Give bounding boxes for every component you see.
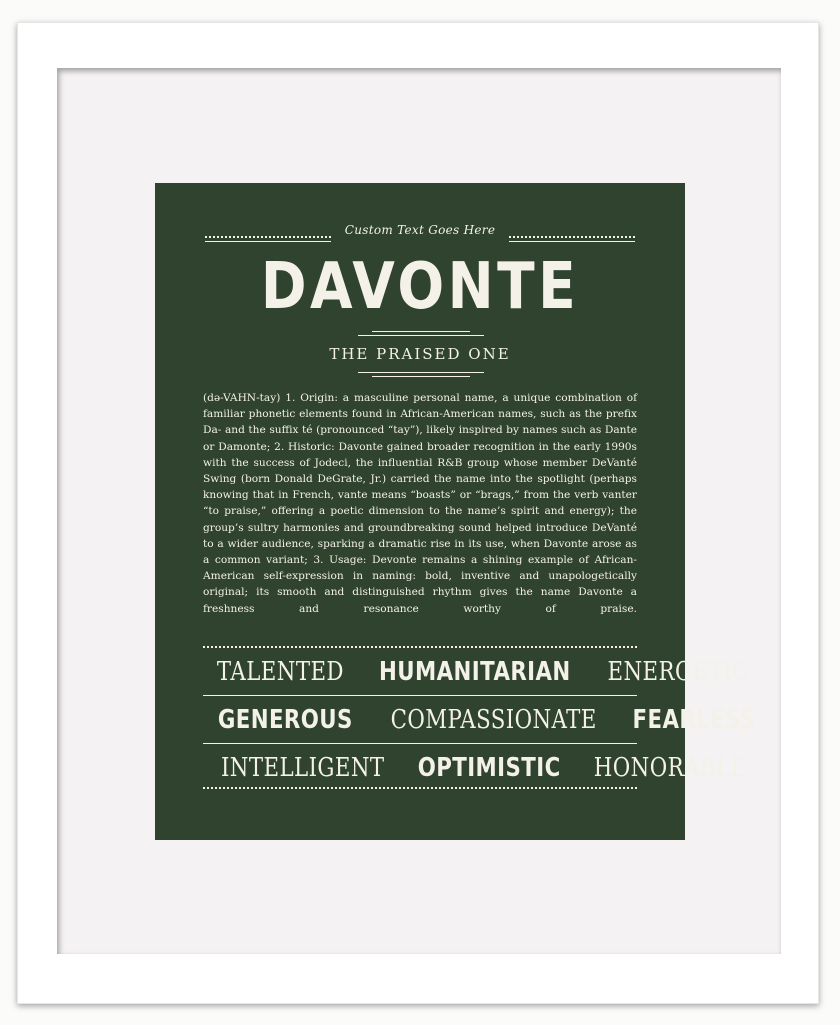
- trait-word: TALENTED: [216, 657, 344, 687]
- dotted-rule-traits-top: [203, 646, 637, 648]
- mat-board: [57, 68, 781, 954]
- trait-word: GENEROUS: [217, 705, 353, 735]
- trait-word: HONORABLE: [593, 753, 747, 783]
- definition-text: (də-VAHN-tay) 1. Origin: a masculine personal name, a unique combination of familiar phonetic elements found in African-American names, such as the prefix Da- and the suffix té (pronounced “tay”), likely inspired by names such as Dante or Damonte; 2. Historic: Davonte gained broader recognition in the early 1990s with the success of Jodeci, the influential R&B group whose member DeVanté Swing (born Donald DeGrate, Jr.) carried the name into the spotlight (perhaps knowing that in French, vante means “boasts” or “brags,” from the verb vanter “to praise,” offering a poetic dimension to the name’s spirit and energy); the group’s sultry harmonies and groundbreaking sound helped introduce DeVanté to a wider audience, sparking a dramatic rise in its use, when Davonte arose as a common variant; 3. Usage: Devonte remains a shining example of African-American self-expression in naming: bold, inventive and unapologetically original; its smooth and distinguished rhythm gives the name Davonte a freshness and resonance worthy of praise.: [203, 392, 637, 615]
- dotted-rule-right: [509, 236, 635, 238]
- trait-word: ENERGETIC: [607, 657, 749, 687]
- trait-word: INTELLIGENT: [220, 753, 385, 783]
- trait-word: COMPASSIONATE: [390, 705, 597, 735]
- trait-line-1: [203, 656, 749, 688]
- rule-right: [509, 241, 635, 242]
- trait-line-3: [203, 752, 747, 784]
- rule-below-meaning-2: [372, 376, 470, 377]
- rule-above-meaning-2: [358, 335, 484, 336]
- name-meaning: THE PRAISED ONE: [329, 345, 511, 363]
- trait-line-2: [203, 704, 756, 736]
- rule-above-meaning-1: [372, 331, 470, 332]
- trait-divider-1: [203, 695, 637, 696]
- trait-divider-2: [203, 743, 637, 744]
- custom-text: Custom Text Goes Here: [344, 223, 496, 237]
- trait-word: FEARLESS: [632, 705, 756, 735]
- custom-text-row: [205, 221, 635, 247]
- trait-word: OPTIMISTIC: [418, 753, 562, 783]
- dotted-rule-traits-bottom: [203, 787, 637, 789]
- trait-word: HUMANITARIAN: [378, 657, 571, 687]
- poster-name: DAVONTE: [260, 250, 580, 324]
- rule-left: [205, 241, 331, 242]
- name-poster: [155, 183, 756, 840]
- rule-below-meaning-1: [358, 372, 484, 373]
- picture-frame: [17, 22, 819, 1004]
- name-definition: [203, 390, 637, 617]
